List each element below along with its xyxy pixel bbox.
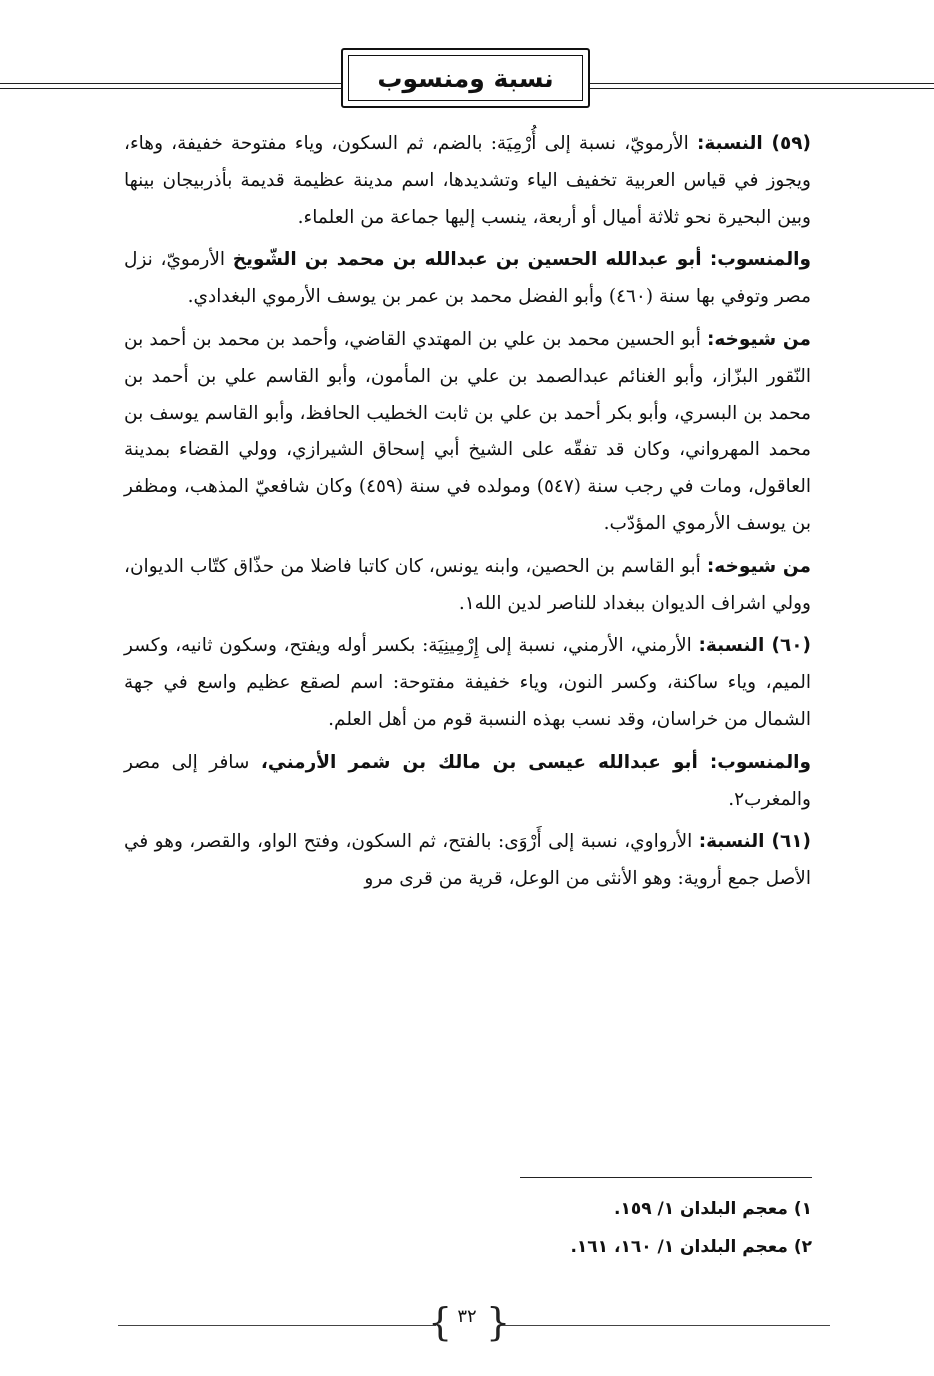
page-number: ٣٢ bbox=[457, 1306, 477, 1327]
footnote-2: ٢) معجم البلدان ١/ ١٦٠، ١٦١. bbox=[570, 1237, 812, 1257]
paragraph-61-nisba bbox=[124, 824, 811, 898]
paragraph-59-mansub bbox=[124, 242, 811, 316]
paragraph-label: (٦٠) النسبة: bbox=[698, 635, 811, 657]
header-rule-left bbox=[0, 83, 341, 84]
page-title: نسبة ومنسوب bbox=[348, 55, 583, 101]
footer-rule-left bbox=[118, 1325, 436, 1326]
paragraph-label: والمنسوب: أبو عبدالله الحسين بن عبدالله بن محمد بن الشّويخ bbox=[232, 249, 811, 271]
paragraph-text: الأرواوي، نسبة إلى أَرْوَى: بالفتح، ثم السكون، وفتح الواو، والقصر، وهو في الأصل جمع أروية: وهو الأنثى من الوعل، قرية من قرى مرو bbox=[124, 831, 811, 890]
header-rule-right bbox=[590, 83, 934, 84]
footer-rule-right bbox=[498, 1325, 830, 1326]
footnote-separator bbox=[520, 1177, 812, 1178]
paragraph-text: أبو القاسم بن الحصين، وابنه يونس، كان كاتبا فاضلا من حذّاق كتّاب الديوان، وولي اشراف الديوان ببغداد للناصر لدين الله١. bbox=[124, 555, 811, 614]
footnotes bbox=[400, 1190, 812, 1266]
main-text bbox=[124, 126, 811, 904]
paragraph-60-nisba bbox=[124, 628, 811, 738]
paragraph-label: من شيوخه: bbox=[706, 328, 811, 350]
paragraph-text: الأرمويّ، نسبة إلى أُرْمِيَة: بالضم، ثم السكون، وياء مفتوحة خفيفة، وهاء، ويجوز في قياس العربية تخفيف الياء وتشديدها، اسم مدينة عظيمة قديمة بأذربيجان بينها وبين البحيرة نحو ثلاثة أميال أو أربعة، ينسب إليها جماعة من العلماء. bbox=[124, 133, 811, 228]
paragraph-label: من شيوخه: bbox=[706, 555, 811, 577]
paragraph-59-shuyukh-1 bbox=[124, 322, 811, 543]
page-number-brace-right-icon: } bbox=[486, 1300, 511, 1344]
footnote-1: ١) معجم البلدان ١/ ١٥٩. bbox=[613, 1199, 812, 1219]
paragraph-text: سافر إلى مصر والمغرب٢. bbox=[124, 751, 811, 810]
header-rule-left-2 bbox=[0, 88, 341, 89]
paragraph-text: أبو الحسين محمد بن علي بن المهتدي القاضي، وأحمد بن محمد بن أحمد بن النّقور البزّاز، وأبو الغنائم عبدالصمد بن علي بن المأمون، وأبو القاسم علي بن أحمد بن محمد بن البسري، وأبو بكر أحمد بن علي بن ثابت الخطيب الحافظ، وأبو القاسم يوسف بن محمد المهرواني، وكان قد تفقّه على الشيخ أبي إسحاق الشيرازي، وولي القضاء بمدينة العاقول، ومات في رجب سنة (٥٤٧) ومولده في سنة (٤٥٩) وكان شافعيّ المذهب، ومظفر بن يوسف الأرموي المؤدّب. bbox=[124, 328, 811, 534]
paragraph-label: (٥٩) النسبة: bbox=[696, 133, 812, 154]
paragraph-59-nisba bbox=[124, 126, 811, 236]
page-number-brace-left-icon: { bbox=[428, 1300, 453, 1344]
paragraph-59-shuyukh-2 bbox=[124, 549, 811, 623]
paragraph-text: الأرمويّ، نزل مصر وتوفي بها سنة (٤٦٠) وأبو الفضل محمد بن عمر بن يوسف الأرموي البغدادي. bbox=[124, 249, 811, 308]
paragraph-text: الأرمني، الأرمني، نسبة إلى إِرْمِينِيَة: بكسر أوله ويفتح، وسكون ثانيه، وكسر الميم، وياء ساكنة، وكسر النون، وياء خفيفة مفتوحة: اسم لصقع عظيم واسع في جهة الشمال من خراسان، وقد نسب بهذه النسبة قوم من أهل العلم. bbox=[124, 635, 811, 730]
paragraph-60-mansub bbox=[124, 745, 811, 819]
header-rule-right-2 bbox=[590, 88, 934, 89]
paragraph-label: والمنسوب: أبو عبدالله عيسى بن مالك بن شمر الأرمني، bbox=[260, 751, 811, 773]
paragraph-label: (٦١) النسبة: bbox=[698, 831, 811, 853]
header-title-box bbox=[341, 48, 590, 108]
